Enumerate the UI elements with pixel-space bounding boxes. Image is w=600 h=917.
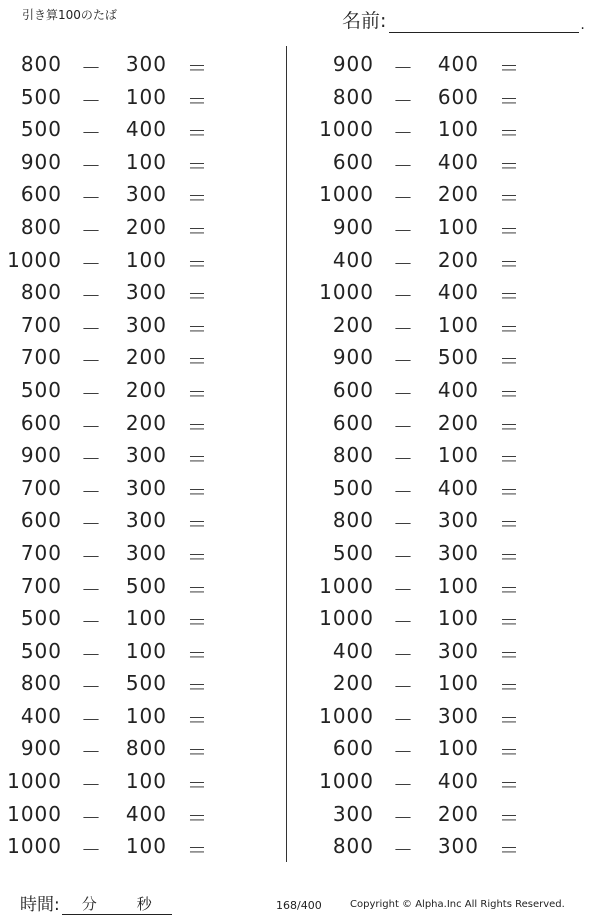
equals-sign: ＝ [499,642,519,667]
minus-sign: － [81,479,101,504]
minus-sign: － [393,675,413,700]
minus-sign: － [393,805,413,830]
minuend: 700 [20,345,62,370]
minuend: 600 [20,410,62,435]
minuend: 600 [332,410,374,435]
subtrahend: 300 [125,540,167,565]
subtrahend: 300 [125,312,167,337]
minuend: 900 [332,214,374,239]
minuend: 200 [332,312,374,337]
minus-sign: － [81,447,101,472]
equals-sign: ＝ [187,349,207,374]
subtrahend: 100 [125,638,167,663]
minus-sign: － [81,740,101,765]
equals-sign: ＝ [187,838,207,863]
minuend: 900 [20,149,62,174]
subtrahend: 300 [437,638,479,663]
subtrahend: 400 [437,149,479,174]
equals-sign: ＝ [499,838,519,863]
minus-sign: － [81,88,101,113]
minuend: 400 [332,638,374,663]
subtrahend: 100 [437,736,479,761]
minuend: 900 [332,52,374,76]
subtrahend: 100 [125,769,167,794]
time-blank-line [62,893,172,915]
equals-sign: ＝ [499,88,519,113]
minuend: 1000 [7,801,62,826]
minus-sign: － [81,121,101,146]
subtrahend: 100 [437,117,479,142]
minuend: 500 [332,540,374,565]
equals-sign: ＝ [187,186,207,211]
equals-sign: ＝ [499,740,519,765]
column-divider [286,46,287,862]
equals-sign: ＝ [499,577,519,602]
minuend: 900 [332,345,374,370]
minus-sign: － [81,349,101,374]
subtrahend: 200 [437,410,479,435]
minuend: 700 [20,540,62,565]
subtrahend: 800 [125,736,167,761]
equals-sign: ＝ [187,121,207,146]
subtrahend: 300 [125,475,167,500]
subtrahend: 100 [125,834,167,859]
minus-sign: － [81,512,101,537]
minuend: 900 [20,443,62,468]
equals-sign: ＝ [499,251,519,276]
subtrahend: 100 [125,84,167,109]
subtrahend: 200 [125,410,167,435]
minuend: 500 [20,377,62,402]
minus-sign: － [393,88,413,113]
minus-sign: － [393,251,413,276]
minuend: 1000 [319,117,374,142]
minus-sign: － [393,316,413,341]
equals-sign: ＝ [187,805,207,830]
worksheet-title: 引き算100のたば [22,8,117,22]
minus-sign: － [393,512,413,537]
minuend: 1000 [7,769,62,794]
equals-sign: ＝ [499,773,519,798]
minuend: 700 [20,573,62,598]
subtrahend: 300 [125,443,167,468]
minuend: 500 [332,475,374,500]
equals-sign: ＝ [499,414,519,439]
minus-sign: － [81,186,101,211]
equals-sign: ＝ [187,218,207,243]
minus-sign: － [81,642,101,667]
minuend: 1000 [319,182,374,207]
minuend: 500 [20,84,62,109]
subtrahend: 200 [437,801,479,826]
equals-sign: ＝ [499,56,519,80]
minus-sign: － [393,838,413,863]
subtrahend: 500 [125,671,167,696]
minuend: 800 [332,834,374,859]
equals-sign: ＝ [187,381,207,406]
minutes-label: 分 [81,895,97,913]
equals-sign: ＝ [499,121,519,146]
subtrahend: 100 [125,247,167,272]
equals-sign: ＝ [187,610,207,635]
minuend: 800 [332,443,374,468]
minus-sign: － [393,414,413,439]
subtrahend: 300 [437,703,479,728]
equals-sign: ＝ [187,707,207,732]
subtrahend: 500 [125,573,167,598]
equals-sign: ＝ [499,512,519,537]
subtrahend: 300 [437,508,479,533]
subtrahend: 100 [437,443,479,468]
minus-sign: － [393,153,413,178]
minus-sign: － [393,349,413,374]
seconds-label: 秒 [136,895,152,913]
subtrahend: 300 [125,508,167,533]
equals-sign: ＝ [499,675,519,700]
equals-sign: ＝ [499,218,519,243]
subtrahend: 300 [125,52,167,76]
minus-sign: － [81,381,101,406]
subtrahend: 600 [437,84,479,109]
name-label: 名前: [342,10,387,32]
subtrahend: 400 [437,475,479,500]
subtrahend: 400 [125,117,167,142]
minuend: 800 [20,52,62,76]
minus-sign: － [81,773,101,798]
minuend: 800 [20,671,62,696]
subtrahend: 400 [125,801,167,826]
equals-sign: ＝ [187,740,207,765]
minus-sign: － [393,610,413,635]
equals-sign: ＝ [499,316,519,341]
minuend: 800 [20,214,62,239]
subtrahend: 400 [437,377,479,402]
minuend: 600 [332,149,374,174]
minus-sign: － [393,218,413,243]
subtrahend: 100 [437,214,479,239]
minus-sign: － [81,544,101,569]
subtrahend: 200 [125,377,167,402]
minuend: 600 [20,182,62,207]
subtrahend: 200 [125,345,167,370]
equals-sign: ＝ [187,447,207,472]
minus-sign: － [393,381,413,406]
minus-sign: － [393,284,413,309]
minuend: 600 [332,377,374,402]
equals-sign: ＝ [499,186,519,211]
subtrahend: 500 [437,345,479,370]
subtrahend: 200 [125,214,167,239]
minuend: 500 [20,117,62,142]
equals-sign: ＝ [187,316,207,341]
minus-sign: － [81,251,101,276]
equals-sign: ＝ [499,544,519,569]
minus-sign: － [81,838,101,863]
minuend: 700 [20,312,62,337]
equals-sign: ＝ [499,381,519,406]
subtrahend: 300 [125,182,167,207]
minuend: 1000 [319,280,374,305]
equals-sign: ＝ [187,56,207,80]
minus-sign: － [81,577,101,602]
minuend: 1000 [319,703,374,728]
subtrahend: 200 [437,182,479,207]
minus-sign: － [81,675,101,700]
equals-sign: ＝ [499,805,519,830]
minus-sign: － [81,284,101,309]
subtrahend: 100 [125,149,167,174]
minuend: 400 [332,247,374,272]
minus-sign: － [81,610,101,635]
equals-sign: ＝ [499,707,519,732]
subtrahend: 400 [437,280,479,305]
subtrahend: 300 [437,834,479,859]
equals-sign: ＝ [187,642,207,667]
minus-sign: － [393,186,413,211]
equals-sign: ＝ [187,675,207,700]
minuend: 300 [332,801,374,826]
minus-sign: － [81,414,101,439]
subtrahend: 400 [437,769,479,794]
minus-sign: － [393,121,413,146]
minus-sign: － [81,707,101,732]
subtrahend: 100 [437,573,479,598]
minuend: 600 [20,508,62,533]
subtrahend: 200 [437,247,479,272]
subtrahend: 300 [125,280,167,305]
minuend: 200 [332,671,374,696]
minuend: 500 [20,606,62,631]
time-field [20,890,172,915]
subtrahend: 100 [437,312,479,337]
time-label: 時間: [20,895,60,915]
equals-sign: ＝ [187,512,207,537]
minuend: 1000 [319,769,374,794]
subtrahend: 400 [437,52,479,76]
minuend: 1000 [319,606,374,631]
name-blank-line [389,10,579,33]
subtrahend: 100 [437,606,479,631]
name-field [342,6,585,33]
equals-sign: ＝ [187,153,207,178]
minus-sign: － [393,773,413,798]
minuend: 700 [20,475,62,500]
equals-sign: ＝ [187,251,207,276]
minus-sign: － [393,479,413,504]
minuend: 1000 [319,573,374,598]
minuend: 1000 [7,247,62,272]
equals-sign: ＝ [499,479,519,504]
minuend: 600 [332,736,374,761]
name-dot: . [580,17,585,33]
minus-sign: － [393,447,413,472]
minuend: 800 [20,280,62,305]
equals-sign: ＝ [499,447,519,472]
minus-sign: － [393,56,413,80]
minus-sign: － [393,707,413,732]
equals-sign: ＝ [187,284,207,309]
minus-sign: － [81,805,101,830]
minuend: 900 [20,736,62,761]
equals-sign: ＝ [187,773,207,798]
minuend: 800 [332,84,374,109]
minus-sign: － [81,316,101,341]
equals-sign: ＝ [187,544,207,569]
equals-sign: ＝ [499,349,519,374]
minuend: 400 [20,703,62,728]
subtrahend: 100 [125,606,167,631]
equals-sign: ＝ [499,284,519,309]
subtrahend: 100 [437,671,479,696]
minuend: 800 [332,508,374,533]
minuend: 500 [20,638,62,663]
equals-sign: ＝ [187,88,207,113]
minus-sign: － [393,642,413,667]
minus-sign: － [81,218,101,243]
minus-sign: － [81,153,101,178]
equals-sign: ＝ [499,153,519,178]
equals-sign: ＝ [187,479,207,504]
equals-sign: ＝ [499,610,519,635]
subtrahend: 100 [125,703,167,728]
minuend: 1000 [7,834,62,859]
page-number: 168/400 [276,899,322,912]
equals-sign: ＝ [187,414,207,439]
minus-sign: － [393,577,413,602]
equals-sign: ＝ [187,577,207,602]
copyright-text: Copyright © Alpha.Inc All Rights Reserved. [350,899,565,910]
minus-sign: － [393,544,413,569]
subtrahend: 300 [437,540,479,565]
minus-sign: － [81,56,101,80]
minus-sign: － [393,740,413,765]
